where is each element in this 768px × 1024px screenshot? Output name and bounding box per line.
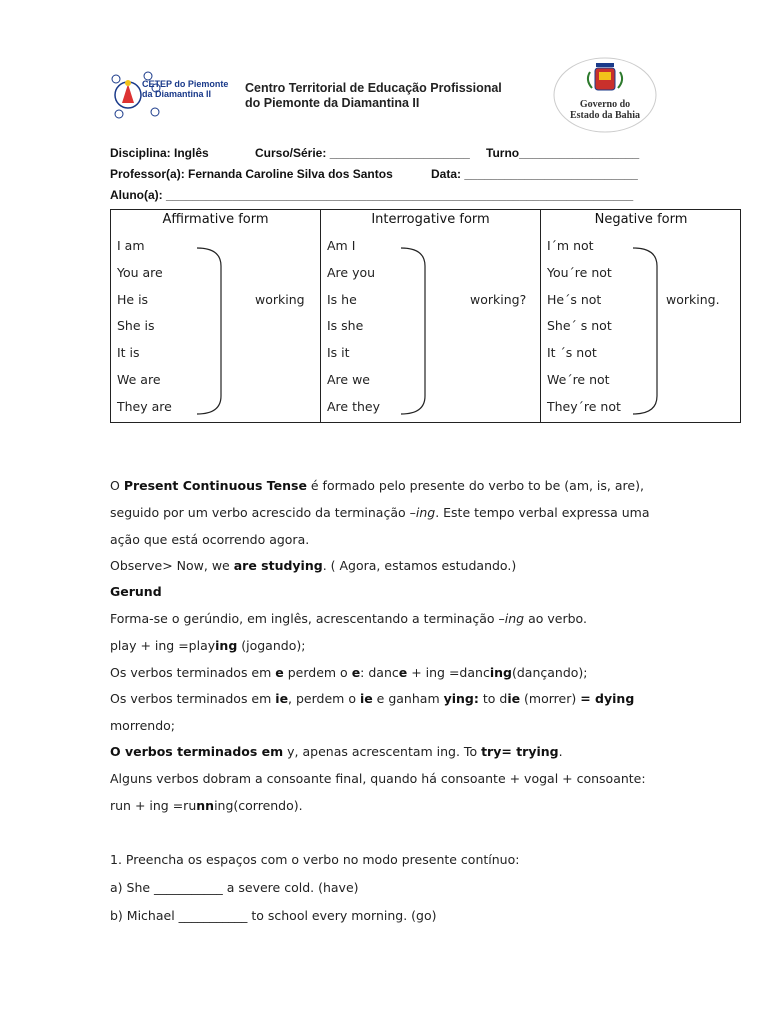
affirmative-item: I am	[117, 238, 145, 253]
government-text	[552, 99, 658, 121]
term-present-continuous: Present Continuous Tense	[123, 478, 307, 493]
field-aluno[interactable]: Aluno(a): ______________________________________________________________________	[110, 188, 634, 202]
institution-line2: do Piemonte da Diamantina II	[245, 96, 420, 110]
interrogative-item: Are we	[327, 372, 370, 387]
term-verbos-terminados: O verbos terminados em	[110, 744, 284, 759]
text-span: Os verbos terminados em	[110, 691, 276, 706]
term-nn: nn	[196, 798, 215, 813]
affirmative-item: They are	[117, 399, 172, 414]
text-span: ao verbo.	[524, 611, 587, 626]
example-run	[110, 798, 303, 813]
term-are-studying: are studying	[233, 558, 323, 573]
negative-item: I´m not	[547, 238, 594, 253]
government-line2: Estado da Bahia	[569, 110, 641, 121]
text-span: . ( Agora, estamos estudando.)	[322, 558, 517, 573]
table-divider	[320, 210, 321, 422]
paragraph-line: morrendo;	[110, 718, 176, 733]
term-ing: ing	[415, 505, 436, 520]
header-affirmative: Affirmative form	[162, 212, 269, 227]
rule-y	[110, 744, 563, 759]
interrogative-item: Am I	[327, 238, 356, 253]
text-span: , perdem o	[288, 691, 360, 706]
affirmative-item: He is	[117, 292, 149, 307]
interrogative-item: Is it	[327, 345, 350, 360]
verb-working-question: working?	[470, 292, 527, 307]
affirmative-item: It is	[117, 345, 140, 360]
term-ie: ie	[507, 691, 521, 706]
table-divider	[540, 210, 541, 422]
term-ing: ing	[489, 665, 512, 680]
government-line1: Governo do	[579, 99, 631, 110]
verb-to-be-table	[110, 209, 741, 423]
text-span: play + ing =play	[110, 638, 216, 653]
exercise-title: 1. Preencha os espaços com o verbo no modo presente contínuo:	[110, 852, 520, 867]
text-span: perdem o	[283, 665, 352, 680]
text-span: Observe> Now, we	[110, 558, 234, 573]
term-e: e	[398, 665, 408, 680]
field-curso[interactable]: Curso/Série: _____________________	[255, 146, 470, 160]
rule-e	[110, 665, 588, 680]
paragraph-present-continuous	[110, 478, 644, 493]
affirmative-item: She is	[117, 318, 155, 333]
field-disciplina: Disciplina: Inglês	[110, 146, 209, 160]
term-ying: ying:	[443, 691, 479, 706]
text-span: (morrer)	[520, 691, 581, 706]
verb-working: working	[255, 292, 305, 307]
text-span: Os verbos terminados em	[110, 665, 276, 680]
gerund-heading	[110, 584, 162, 599]
exercise-item-b[interactable]: b) Michael ___________ to school every morning. (go)	[110, 908, 437, 923]
curly-brace-icon	[631, 246, 661, 416]
term-ing: ing	[215, 638, 238, 653]
verb-working-period: working.	[666, 292, 720, 307]
text-span: seguido por um verbo acrescido da terminação –	[110, 505, 416, 520]
text-span: run + ing =ru	[110, 798, 197, 813]
text-span: .	[558, 744, 563, 759]
curly-brace-icon	[195, 246, 225, 416]
term-ie: ie	[359, 691, 373, 706]
term-ing: ing	[504, 611, 525, 626]
text-span: (dançando);	[511, 665, 588, 680]
text-span: Forma-se o gerúndio, em inglês, acrescentando a terminação –	[110, 611, 505, 626]
logo-text-line1: CETEP do Piemonte	[142, 79, 229, 89]
text-span: y, apenas acrescentam ing. To	[283, 744, 482, 759]
affirmative-item: You are	[117, 265, 163, 280]
text-span: ing(correndo).	[214, 798, 303, 813]
text-span: é formado pelo presente do verbo to be (am, is, are),	[306, 478, 644, 493]
cetep-logo	[110, 70, 234, 120]
affirmative-item: We are	[117, 372, 161, 387]
field-data[interactable]: Data: __________________________	[431, 167, 638, 181]
header-interrogative: Interrogative form	[371, 212, 490, 227]
term-e: e	[351, 665, 361, 680]
gerund-title: Gerund	[110, 584, 162, 599]
interrogative-item: Are you	[327, 265, 376, 280]
negative-item: You´re not	[547, 265, 612, 280]
text-span: O	[110, 478, 124, 493]
exercise-item-a[interactable]: a) She ___________ a severe cold. (have)	[110, 880, 359, 895]
institution-name	[245, 81, 502, 111]
negative-item: He´s not	[547, 292, 602, 307]
paragraph-line: ação que está ocorrendo agora.	[110, 532, 310, 547]
interrogative-item: Are they	[327, 399, 380, 414]
header-negative: Negative form	[594, 212, 688, 227]
negative-item: It ´s not	[547, 345, 597, 360]
field-professor: Professor(a): Fernanda Caroline Silva dos Santos	[110, 167, 393, 181]
example-play	[110, 638, 305, 653]
text-span: + ing =danc	[407, 665, 490, 680]
paragraph-line	[110, 505, 650, 520]
text-span: to d	[478, 691, 508, 706]
negative-item: We´re not	[547, 372, 610, 387]
field-turno[interactable]: Turno__________________	[486, 146, 640, 160]
term-ie: ie	[275, 691, 289, 706]
text-span: (jogando);	[237, 638, 306, 653]
text-span: e ganham	[372, 691, 444, 706]
negative-item: They´re not	[547, 399, 621, 414]
rule-ie	[110, 691, 634, 706]
logo-text-line2: da Diamantina II	[142, 89, 212, 99]
observe-example	[110, 558, 516, 573]
government-seal	[552, 56, 658, 134]
term-try-trying: try= trying	[481, 744, 559, 759]
text-span: . Este tempo verbal expressa uma	[435, 505, 650, 520]
term-e: e	[275, 665, 284, 680]
interrogative-item: Is she	[327, 318, 364, 333]
rule-double-consonant: Alguns verbos dobram a consoante final, quando há consoante + vogal + consoante:	[110, 771, 646, 786]
bahia-coat-of-arms-icon	[552, 56, 658, 134]
interrogative-item: Is he	[327, 292, 357, 307]
negative-item: She´ s not	[547, 318, 612, 333]
curly-brace-icon	[399, 246, 429, 416]
cetep-logo-text	[142, 79, 228, 99]
term-dying: = dying	[580, 691, 635, 706]
institution-line1: Centro Territorial de Educação Profissional	[245, 81, 502, 95]
gerund-rule	[110, 611, 587, 626]
text-span: : danc	[360, 665, 399, 680]
